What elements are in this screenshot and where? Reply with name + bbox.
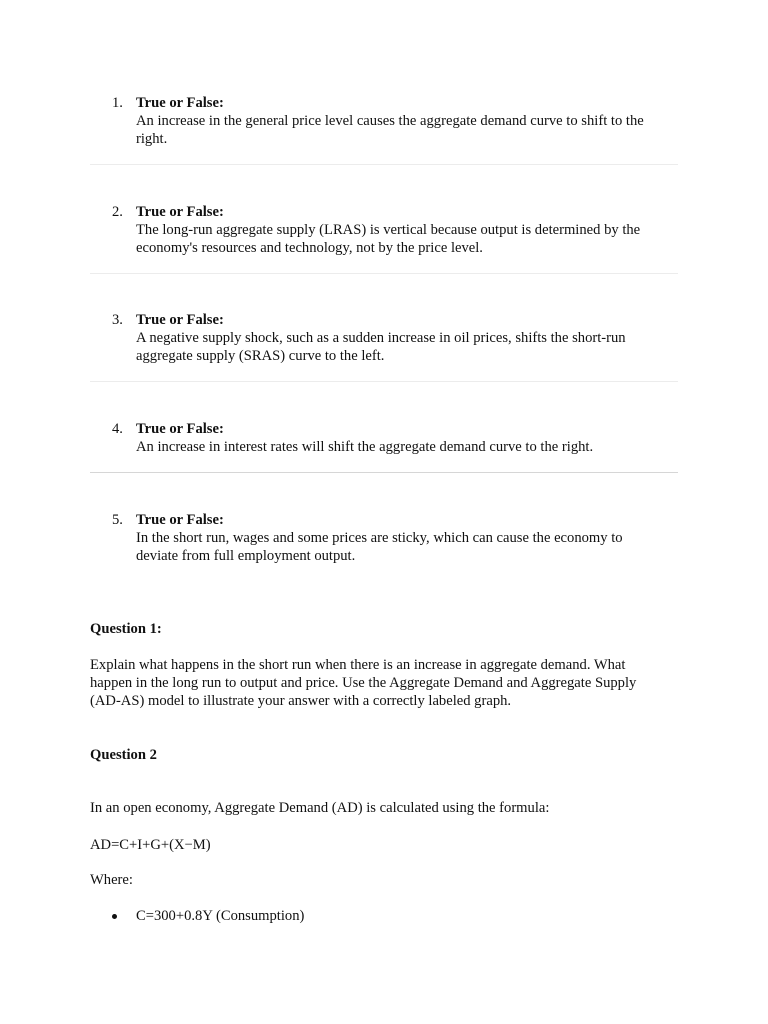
item-statement: An increase in the general price level causes the aggregate demand curve to shift to the right. — [136, 113, 644, 147]
item-number: 2. — [112, 204, 123, 220]
question-2-formula: AD=C+I+G+(X−M) — [90, 837, 211, 853]
item-number: 3. — [112, 312, 123, 328]
item-statement: In the short run, wages and some prices are sticky, which can cause the economy to deviate from full employment output. — [136, 530, 623, 564]
item-number: 5. — [112, 512, 123, 528]
item-statement: An increase in interest rates will shift the aggregate demand curve to the right. — [136, 439, 594, 455]
item-label: True or False: — [136, 512, 224, 528]
item-divider — [90, 472, 678, 473]
question-1-text: Explain what happens in the short run when there is an increase in aggregate demand. What happen in the long run to output and price. Use the Aggregate Demand and Aggregate Supply (AD-AS) model to illustrate your answer with a correctly labeled graph. — [90, 657, 637, 709]
item-number: 1. — [112, 95, 123, 111]
question-2-intro: In an open economy, Aggregate Demand (AD) is calculated using the formula: — [90, 800, 550, 816]
item-label: True or False: — [136, 312, 224, 328]
question-2-where: Where: — [90, 872, 133, 888]
item-divider — [90, 381, 678, 382]
item-statement: The long-run aggregate supply (LRAS) is vertical because output is determined by the economy's resources and technology, not by the price level. — [136, 222, 641, 256]
question-2-heading: Question 2 — [90, 747, 157, 763]
item-label: True or False: — [136, 95, 224, 111]
item-divider — [90, 164, 678, 165]
item-number: 4. — [112, 421, 123, 437]
item-divider — [90, 273, 678, 274]
item-statement: A negative supply shock, such as a sudden increase in oil prices, shifts the short-run aggregate supply (SRAS) curve to the left. — [136, 330, 626, 364]
item-label: True or False: — [136, 421, 224, 437]
bullet-icon — [112, 914, 117, 919]
question-1-heading: Question 1: — [90, 621, 162, 637]
bullet-text: C=300+0.8Y (Consumption) — [136, 908, 305, 924]
item-label: True or False: — [136, 204, 224, 220]
